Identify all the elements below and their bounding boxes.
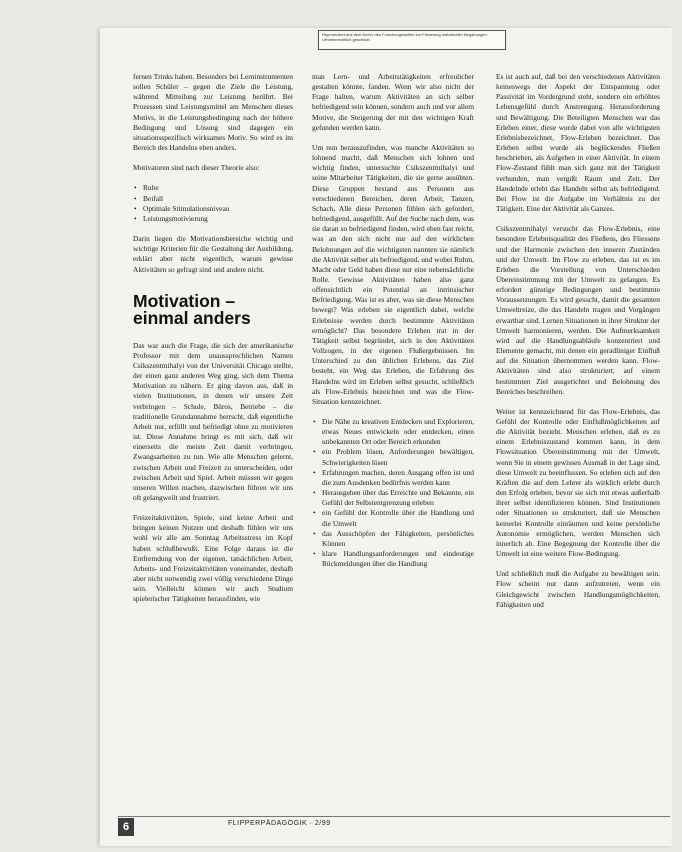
paragraph: Csikszentmihalyi versucht das Flow-Erlebnis, eine besondere Erlebnisqualität des Fließens, des Fliessens und der Harmonie zwischen den inneren Zuständen und der Umwelt. Im Flow zu erleben, das ist es im Erleben die Vorstellung von Unterschieden Übereinstimmung mit der Umwelt zu gelangen. Es erfordert günstige Bedingungen und bestimmte Voraussetzungen. Es wird gesucht, damit die gesamten Umweltreize, die das Handeln tragen und Vorgängen erwartbar sind. Lernen Situationen in ihrer Struktur der Umwelt harmonieren, werden. Die Aufmerksamkeit wird auf die Handlungsabläufe konzentriert und Elemente gemacht, mit denen ein geradliniger Einfluß auf die Situation übernommen werden kann. Flow-Aktivitäten sind also strukturiert, auf einem bestimmten Ziel ausgerichtet und Belohnung des Bereiches beschreiben.	[496, 224, 660, 396]
list-item: • Beifall	[143, 194, 293, 204]
text-column-2	[312, 72, 474, 822]
list-item: • Erfahrungen machen, deren Ausgang offen ist und die zum Ausdenken bedürfnis werden kann	[322, 468, 474, 488]
page-number: 6	[118, 818, 134, 836]
list-item: • das Ausschöpfen der Fähigkeiten, persönliches Können	[322, 529, 474, 549]
list-item: • ein Problem lösen, Anforderungen bewältigen, Schwierigkeiten lösen	[322, 447, 474, 467]
list-item: • ein Gefühl der Kontrolle über die Handlung und die Umwelt	[322, 508, 474, 528]
list-item: • Die Nähe zu kreativen Entdecken und Explorieren, etwas Neues entwickeln oder entdecken, einen unbekannten Ort oder Bereich erkunden	[322, 417, 474, 447]
paragraph: Es ist auch auf, daß bei den verschiedenen Aktivitäten keineswegs der Aspekt der Entspannung oder Passivität im Vordergrund steht, sondern ein erhöhtes Lebensgefühl durch Anstrengung. Herausforderung und Bewältigung. Die Beteiligten Menschen war das Erleben einer, diese wurde dabei von alle wichtigsten Erlebnisbezeichnet, Flow-Erleben bezeichnet. Das Erleben selbst wurde als beglückendes Fließen beschrieben, als Aufgehen in einer Aktivität. In einem Flow-Zustand fühlt man sich ganz mit der Tätigkeit verbunden, man vergißt Raum und Zeit. Der Handelnde erlebt das Handeln selbst als befriedigend. Bei Flow ist die Aufgabe im Verhältnis zu der Tätigkeit. Eine der Aktivität als Ganzes.	[496, 72, 660, 214]
paragraph: Und schließlich muß die Aufgabe zu bewältigen sein. Flow scheint nur dann aufzutreten, wenn ein Gleichgewicht zwischen Handlungsmöglichkeiten, Fähigkeiten und	[496, 569, 660, 609]
paragraph: Motivatoren sind nach dieser Theorie also:	[133, 163, 260, 173]
bullet-list	[133, 183, 293, 224]
paragraph: fernen Trinks haben. Besonders bei Lerninstrumenten sollen Schüler – gegen die Ziele die Leistung, während Mitteilung zur Leistung berührt. Bei Prozessen sind Leistungsmittel am Menschen dieses Motivs, in die Leistungsbedingung nach der höhere Bedingung und Lösung sind dagegen ein situationsspezifisch wirksames Motiv. So wird es im Bereich des Handelns eben anders.	[133, 72, 293, 153]
list-item: • klare Handlungsanforderungen und eindeutige Rückmeldungen über die Handlung	[322, 549, 474, 569]
list-item: • Optimale Stimulationsniveau	[143, 204, 293, 214]
paragraph: Freizeitaktivitäten, Spiele, sind keine Arbeit und bringen keinen Nutzen und deshalb fühlen wir uns wohl wir alle am Sonntag Arbeitsstress im Kopf haben schlußbewußt. Eine Folge daraus ist die Entfremdung von der eigenen, tatsächlichen Arbeit, Arbeits- und Freizeitaktivitäten voneinander, deshalb aber nicht notwendig zwei völlig verschiedene Dinge sein. Vielleicht können wir auch Studium spielerischer Tätigkeiten herausfinden, wie	[133, 513, 293, 604]
bullet-list	[312, 417, 474, 569]
publication-title: FLIPPERPÄDAGOGIK · 2/99	[228, 820, 331, 827]
paragraph: man Lern- und Arbeitstätigkeiten erfreulicher gestalten könnte, fanden. Wenn wir also nicht der Frage halten, warum Aktivitäten an sich selber befriedigend sein können, sondern auch und vor allem Motive, die Steigerung der mit den wichtigen Kraft gefunden werden kann.	[312, 72, 474, 132]
section-heading: Motivation – einmal anders	[133, 290, 251, 328]
paragraph: Weiter ist kennzeichnend für das Flow-Erlebnis, das Gefühl der Kontrolle oder Einflußmöglichkeiten auf die Aktivität bezieht. Menschen erleben, daß es zu einem Erlebniszustand kommen kann, in dem Flowsituation Übereinstimmung mit der Umwelt, wenn Sie in einem gewissen Ausmaß in der Lage sind, diese Umwelt zu beeinflussen. So erleben sich auf den Kräften die auf dem Lehrer als wirklich erlebt durch den Erfolg erleben, bevor sie sich mit etwas außerhalb ihrer selbst identifizieren können. Sind Institutionen oder Situationen so strukturiert, daß sie Menschen keinerlei Kontrolle einräumen und keine persönliche Autonomie ermöglichen, werden Menschen sich innerlich ab. Eine Begegnung der Kontrolle über die Umwelt ist eine weitere Flow-Bedingung.	[496, 406, 660, 559]
text-column-3	[496, 72, 660, 822]
paragraph: Darin liegen die Motivationsbereiche wichtig und wichtige Kriterien für die Gestaltung der Ausbildung, erklärt aber nicht eigentlich, warum gewisse Aktivitäten so gefragt sind und andere nicht.	[133, 234, 293, 274]
list-item: • Ruhe	[143, 183, 293, 193]
list-item: • Herausgehen über das Erreichte und Bekannte, ein Gefühl der Selbstentgrenzung erleben	[322, 488, 474, 508]
footer-rule	[118, 816, 670, 817]
archive-stamp: Reproduziert aus dem Archiv des Forschungsinstitut zur Förderung individueller Begabungen. Urheberrechtlich geschützt.	[318, 30, 506, 50]
text-column-1	[133, 72, 293, 822]
paragraph: Um nun herauszufinden, was manche Aktivitäten so lohnend macht, daß Menschen sich lohnen und wichtig finden, untersuchte Csikszentmihalyi und seine Mitarbeiter Tätigkeiten, die sie gerne ausübten. Diese Gruppen bestand aus Personen aus verschiedenen Bereichen, deren Arbeit, Tanzen, Schach, Alle diese Personen fühlen sich gefordert, befriedigend, ausgefüllt. Auf der Suche nach dem, was sie daran so befriedigend finden, wird eben fast reicht, was an den sich nicht nur auf den wirklichen Belohnungen auf die wichtigsten nannten sie nämlich die Aktivität selber als befriedigend, und wobei Ruhm, Macht oder Geld haben diese nur eine nebensächliche Rolle. Gewisse Aktivitäten haben also ganz offensichtlich ein Potential an intrinsischer Befriedigung. Was ist es aber, was sie diese Menschen bewegt? Was erleben sie eigentlich dabei, welche Erlebnisse werden durch bestimmte Aktivitäten ermöglicht? Das besondere Erleben trat in der Tätigkeit selbst begründet, sich in den Aktivitäten Vollzogen, in der eigenen Flußergebnissen. Im Unterschied zu den üblichen Erlebens, das Ziel besteht, ein Weg das Erleben, die Erfahrung des Handelns wird im Erleben selbst gesucht, schließlich als Flow-Erlebnis bezeichnet und was die Flow-Situation kennzeichnet.	[312, 142, 474, 406]
paragraph: Das war auch die Frage, die sich der amerikanische Professor mit dem unaussprechlichen Namen Csikszentmihalyi von der Universität Chicago stellte, der einen ganz anderen Weg ging, sich dem Thema Motivation zu nähern. Er ging davon aus, daß in vielen Institutionen, in denen wir unsere Zeit verbringen – Schule, Büros, Betriebe – die traditionelle Grundannahme herrscht, daß eigentliche Arbeit nur, erfüllt und befriedigt ohne zu motivieren ist. Diese Annahme bringt es mit sich, daß wir einerseits die meiste Zeit damit verbringen, Zwangsarbeiten zu tun. Wie alle Menschen gelernt, zwischen Arbeit und Freizeit zu unterscheiden, oder zwischen Arbeit und Spiel. Arbeit müssen wir gegen unseren Willen machen, dazwischen führen wir uns oft gelangweilt und frustriert.	[133, 340, 293, 502]
list-item: • Leistungsmotivierung	[143, 214, 293, 224]
